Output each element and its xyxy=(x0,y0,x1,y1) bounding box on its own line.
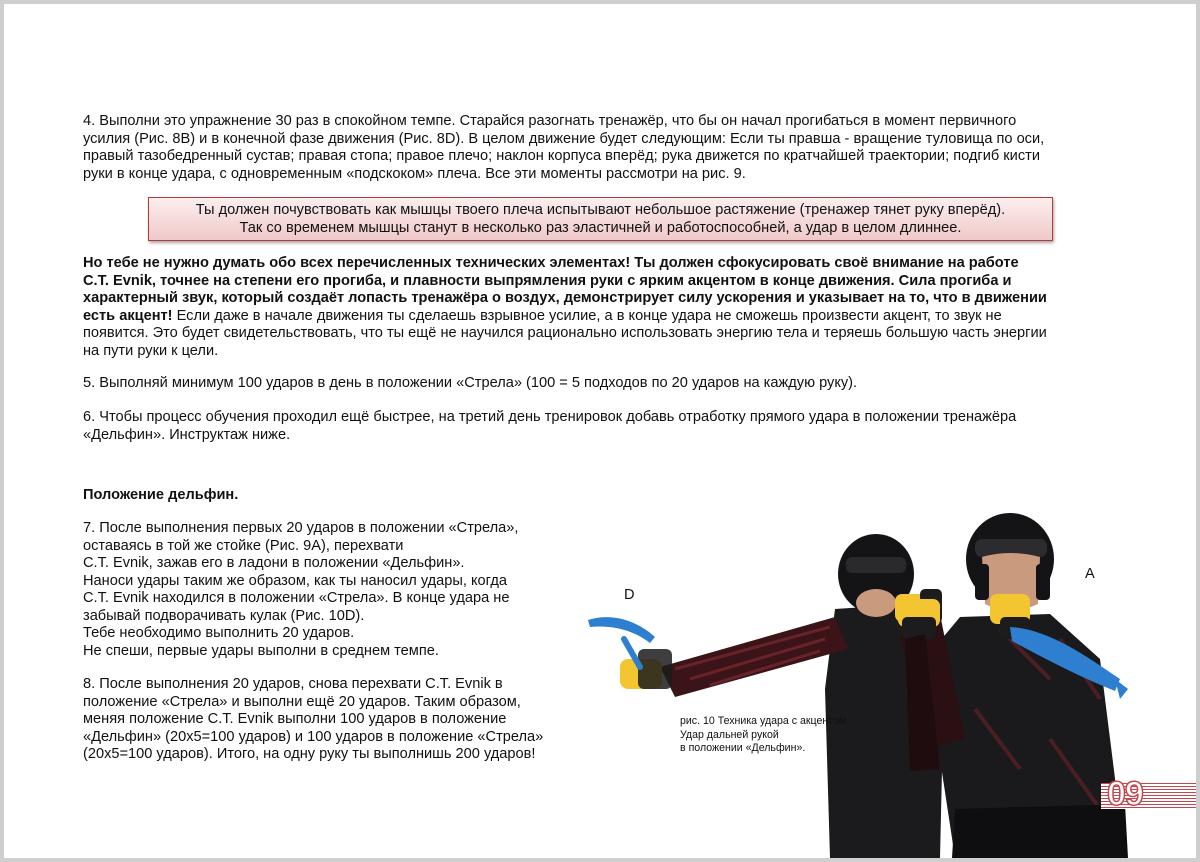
page-number-block xyxy=(1101,777,1196,813)
paragraph-8-line: (20x5=100 ударов). Итого, на одну руку ты выполнишь 200 ударов! xyxy=(83,746,536,762)
boxer-figure-illustration xyxy=(580,509,1140,858)
paragraph-7-line: Наноси удары таким же образом, как ты наносил удары, когда xyxy=(83,572,507,589)
paragraph-7-line: оставаясь в той же стойке (Рис. 9А), перехвати xyxy=(83,537,404,554)
focus-bold-line: характерный звук, который создаёт лопасть тренажёра о воздух, демонстрирует силу ускорения и указывает на то, что в движении xyxy=(83,290,1047,306)
callout-line: Ты должен почувствовать как мышцы твоего плеча испытывают небольшое растяжение (тренажер тянет руку вперёд). xyxy=(195,202,1006,218)
paragraph-8 xyxy=(83,676,583,764)
figure-caption xyxy=(680,715,900,756)
paragraph-7-line: C.T. Evnik находился в положении «Стрела». В конце удара не xyxy=(83,590,510,606)
paragraph-4-line: 4. Выполни это упражнение 30 раз в спокойном темпе. Старайся разогнать тренажёр, что бы он начал прогибаться в момент первичного xyxy=(83,113,1017,129)
paragraph-4-line: правый тазобедренный сустав; правая стопа; правое плечо; наклон корпуса вперёд; рука движется по кратчайшей траектории; подгиб кисти xyxy=(83,148,1040,164)
figure-label-d: D xyxy=(624,587,635,603)
paragraph-4-line: руки в конце удара, с одновременным «подскоком» плеча. Все эти моменты рассмотри на рис. 9. xyxy=(83,165,746,182)
page-number: 09 xyxy=(1107,775,1143,813)
focus-bold-tail: есть акцент! xyxy=(83,307,173,324)
focus-bold-line: Но тебе не нужно думать обо всех перечисленных технических элементах! Ты должен сфокусировать своё внимание на работе xyxy=(83,255,1019,271)
paragraph-7-line: Не спеши, первые удары выполни в среднем темпе. xyxy=(83,642,439,659)
paragraph-8-line: положение «Стрела» и выполни ещё 20 ударов. Таким образом, xyxy=(83,693,521,710)
paragraph-5: 5. Выполняй минимум 100 ударов в день в положении «Стрела» (100 = 5 подходов по 20 ударов на каждую руку). xyxy=(83,375,858,391)
paragraph-6-line: «Дельфин». Инструктаж ниже. xyxy=(83,426,291,443)
paragraph-7 xyxy=(83,520,583,660)
focus-paragraph xyxy=(83,255,1118,360)
paragraph-6 xyxy=(83,409,1118,444)
document-page xyxy=(4,4,1196,858)
focus-rest-line: появится. Это будет свидетельствовать, что ты ещё не научился рационально использовать энергию тела и теряешь большую часть энергии xyxy=(83,325,1047,341)
paragraph-7-line: C.T. Evnik, зажав его в ладони в положении «Дельфин». xyxy=(83,555,465,571)
paragraph-8-line: 8. После выполнения 20 ударов, снова перехвати C.T. Evnik в xyxy=(83,676,503,692)
focus-rest-line: на пути руки к цели. xyxy=(83,342,219,359)
paragraph-4-line: усилия (Рис. 8B) и в конечной фазе движения (Рис. 8D). В целом движение будет следующим: Если ты правша - вращение туловища по оси, xyxy=(83,130,1045,147)
focus-bold-line: C.T. Evnik, точнее на степени его прогиба, и плавности выпрямления руки с ярким акцентом в конце движения. Сила прогиба и xyxy=(83,272,1012,289)
caption-line: рис. 10 Техника удара с акцентом. xyxy=(680,715,850,727)
paragraph-8-line: «Дельфин» (20x5=100 ударов) и 100 ударов в положение «Стрела» xyxy=(83,728,544,745)
paragraph-7-line: Тебе необходимо выполнить 20 ударов. xyxy=(83,625,355,641)
focus-rest-text: Если даже в начале движения ты сделаешь взрывное усилие, а в конце удара не сможешь произвести акцент, то звук не xyxy=(172,307,1002,324)
paragraph-7-line: забывай подворачивать кулак (Рис. 10D). xyxy=(83,607,365,624)
paragraph-6-line: 6. Чтобы процесс обучения проходил ещё быстрее, на третий день тренировок добавь отработку прямого удара в положении тренажёра xyxy=(83,409,1017,425)
paragraph-4 xyxy=(83,113,1118,183)
paragraph-7-line: 7. После выполнения первых 20 ударов в положении «Стрела», xyxy=(83,520,519,536)
figure-label-a: A xyxy=(1085,566,1095,582)
section-heading: Положение дельфин. xyxy=(83,487,239,503)
callout-line: Так со временем мышцы станут в несколько раз эластичней и работоспособней, а удар в целом длиннее. xyxy=(239,219,962,236)
paragraph-8-line: меняя положение C.T. Evnik выполни 100 ударов в положение xyxy=(83,711,507,727)
caption-line: Удар дальней рукой xyxy=(680,728,779,741)
caption-line: в положении «Дельфин». xyxy=(680,742,806,754)
callout-box xyxy=(148,197,1053,241)
